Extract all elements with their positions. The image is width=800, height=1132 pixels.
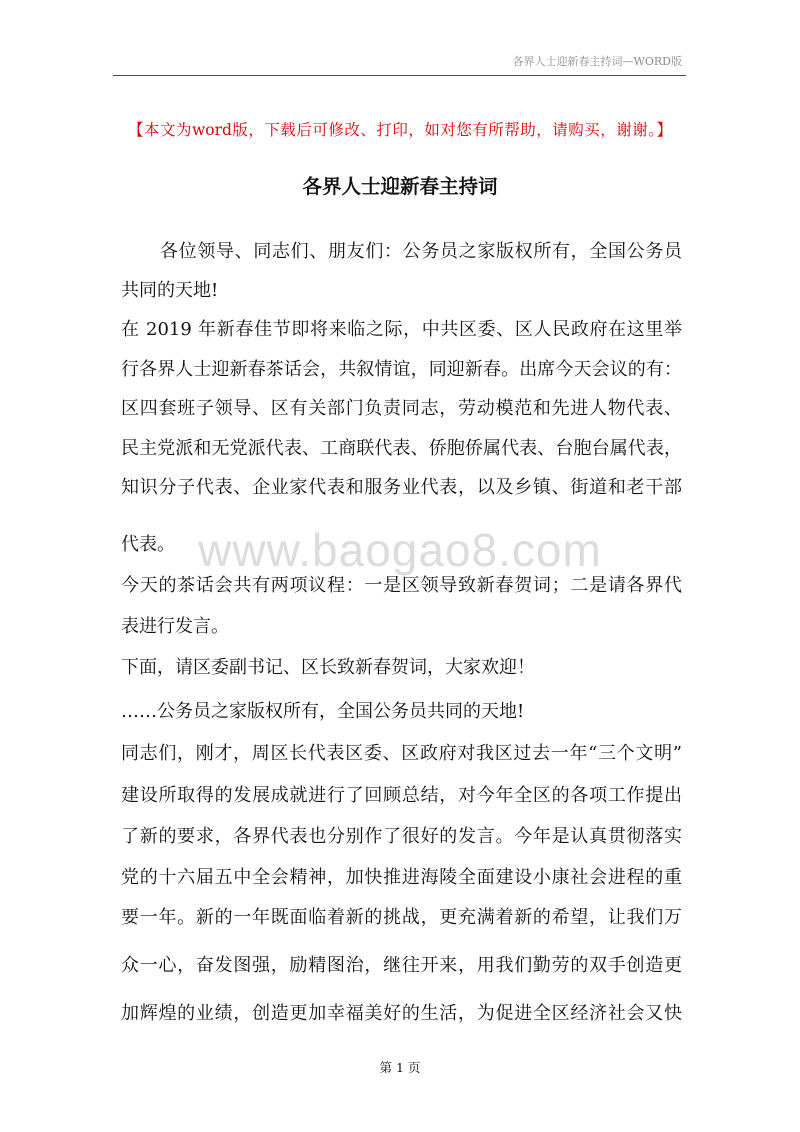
- running-header-title: 各界人士迎新春主持词—WORD版: [512, 55, 682, 68]
- document-title: 各界人士迎新春主持词: [302, 175, 498, 198]
- body-line: 共同的天地!: [121, 280, 219, 301]
- body-line: 知识分子代表、企业家代表和服务业代表，以及乡镇、街道和老干部: [121, 477, 682, 498]
- body-line: 代表。: [121, 534, 175, 555]
- purchase-notice: 【本文为word版，下载后可修改、打印，如对您有所帮助，请购买，谢谢。】: [128, 121, 672, 139]
- body-line: 了新的要求，各界代表也分别作了很好的发言。今年是认真贯彻落实: [121, 826, 682, 847]
- body-line: 众一心，奋发图强，励精图治，继往开来，用我们勤劳的双手创造更: [121, 955, 682, 976]
- body-line: 要一年。新的一年既面临着新的挑战，更充满着新的希望，让我们万: [121, 907, 682, 928]
- body-line: 加辉煌的业绩，创造更加幸福美好的生活，为促进全区经济社会又快: [121, 1003, 682, 1024]
- body-line: 表进行发言。: [121, 616, 229, 637]
- body-line: 各位领导、同志们、朋友们：公务员之家版权所有，全国公务员: [160, 241, 682, 262]
- body-line: ……公务员之家版权所有，全国公务员共同的天地!: [121, 701, 525, 722]
- body-line: 党的十六届五中全会精神，加快推进海陵全面建设小康社会进程的重: [121, 867, 682, 888]
- body-line: 下面，请区委副书记、区长致新春贺词，大家欢迎！: [121, 657, 535, 678]
- watermark: www.baogao8.com: [198, 524, 602, 576]
- body-line: 行各界人士迎新春茶话会，共叙情谊，同迎新春。出席今天会议的有：: [121, 359, 682, 380]
- page-number: 第 1 页: [379, 1060, 421, 1075]
- body-line: 今天的茶话会共有两项议程：一是区领导致新春贺词；二是请各界代: [121, 575, 682, 596]
- body-line: 在 2019 年新春佳节即将来临之际，中共区委、区人民政府在这里举: [121, 319, 682, 340]
- body-line: 区四套班子领导、区有关部门负责同志，劳动模范和先进人物代表、: [121, 398, 682, 419]
- body-line: 建设所取得的发展成就进行了回顾总结，对今年全区的各项工作提出: [121, 785, 682, 806]
- body-line: 同志们，刚才，周区长代表区委、区政府对我区过去一年“三个文明”: [121, 743, 682, 764]
- header-divider: [113, 75, 686, 76]
- body-line: 民主党派和无党派代表、工商联代表、侨胞侨属代表、台胞台属代表，: [121, 438, 682, 459]
